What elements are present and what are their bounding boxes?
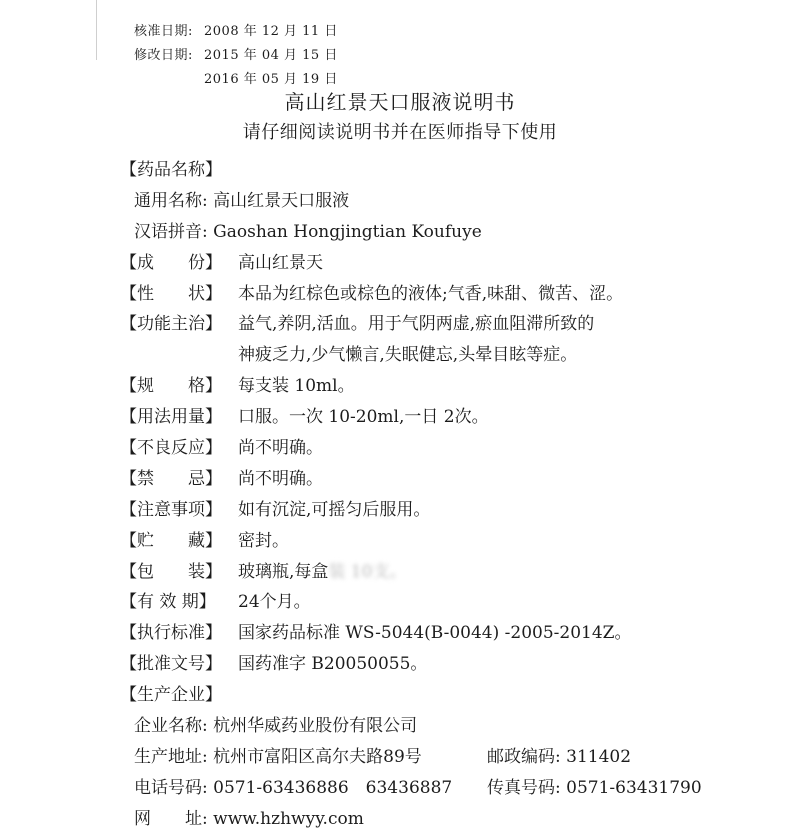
company-name: 杭州华威药业股份有限公司: [213, 716, 418, 737]
phone: 0571-63436886 63436887: [213, 777, 453, 798]
indications-row: [120, 309, 760, 340]
manufacturer-block: [120, 711, 760, 835]
character: 本品为红棕色或棕色的液体;气香,味甜、微苦、涩。: [238, 283, 624, 304]
fax-label: 传真号码:: [487, 777, 561, 798]
postcode-group: [487, 742, 631, 773]
storage-row: [120, 526, 760, 557]
approval-date-label: 核准日期:: [134, 24, 193, 39]
validity: 24个月。: [238, 592, 311, 613]
indications-row-2: [120, 340, 760, 371]
revision-date-row: [134, 44, 338, 68]
indications-line-2: 神疲乏力,少气懒言,失眠健忘,头晕目眩等症。: [238, 345, 578, 366]
generic-name-row: [120, 186, 760, 217]
contraindications-row: [120, 464, 760, 495]
standard-row: [120, 618, 760, 649]
validity-label: 【有 效 期】: [120, 592, 216, 613]
approval-number-row: [120, 649, 760, 680]
adverse-row: [120, 433, 760, 464]
document-title: 高山红景天口服液说明书: [284, 90, 516, 114]
manufacturer-header: 【生产企业】: [120, 685, 222, 706]
dosage-label: 【用法用量】: [120, 407, 222, 428]
generic-name-label: 通用名称:: [134, 190, 208, 211]
company-name-row: [120, 711, 760, 742]
character-row: [120, 279, 760, 310]
generic-name: 高山红景天口服液: [213, 190, 350, 211]
fax-group: [487, 773, 702, 804]
spec-row: [120, 371, 760, 402]
standard-label: 【执行标准】: [120, 623, 222, 644]
indications-line-1: 益气,养阴,活血。用于气阴两虚,瘀血阻滞所致的: [238, 314, 595, 335]
revision-date-1: 2015 年 04 月 15 日: [204, 48, 338, 63]
dosage-row: [120, 402, 760, 433]
dosage: 口服。一次 10-20ml,一日 2次。: [238, 407, 489, 428]
package-row: [120, 557, 760, 588]
spec: 每支装 10ml。: [238, 376, 355, 397]
adverse: 尚不明确。: [238, 438, 323, 459]
revision-date-2: 2016 年 05 月 19 日: [204, 72, 338, 87]
website: www.hzhwyy.com: [213, 808, 364, 829]
ingredients-row: [120, 248, 760, 279]
leaflet-body: [120, 155, 760, 835]
standard: 国家药品标准 WS-5044(B-0044) -2005-2014Z。: [238, 623, 632, 644]
package-label: 【包 装】: [120, 561, 222, 582]
ingredients: 高山红景天: [238, 252, 323, 273]
storage-label: 【贮 藏】: [120, 530, 222, 551]
storage: 密封。: [238, 530, 289, 551]
document-subtitle: 请仔细阅读说明书并在医师指导下使用: [242, 122, 558, 143]
approval-number: 国药准字 B20050055。: [238, 654, 428, 675]
contraindications-label: 【禁 忌】: [120, 468, 222, 489]
website-label: 网 址:: [134, 808, 208, 829]
address: 杭州市富阳区高尔夫路89号: [213, 746, 422, 767]
indications-label: 【功能主治】: [120, 314, 222, 335]
revision-date-label: 修改日期:: [134, 48, 193, 63]
approval-date: 2008 年 12 月 11 日: [204, 24, 338, 39]
drug-name-header: 【药品名称】: [120, 160, 222, 180]
approval-date-row: [134, 20, 338, 44]
fax: 0571-63431790: [566, 777, 702, 798]
address-row: [120, 742, 760, 773]
page-edge-line: [96, 0, 97, 60]
package: 玻璃瓶,每盒: [238, 561, 329, 582]
pinyin: Gaoshan Hongjingtian Koufuye: [213, 221, 482, 242]
approval-number-label: 【批准文号】: [120, 654, 222, 675]
ingredients-label: 【成 份】: [120, 252, 222, 273]
pinyin-label: 汉语拼音:: [134, 221, 208, 242]
pinyin-row: [120, 217, 760, 248]
contraindications: 尚不明确。: [238, 468, 323, 489]
postcode-label: 邮政编码:: [487, 746, 561, 767]
website-row: [120, 804, 760, 835]
precautions-row: [120, 495, 760, 526]
validity-row: [120, 587, 760, 618]
phone-row: [120, 773, 760, 804]
adverse-label: 【不良反应】: [120, 438, 222, 459]
address-label: 生产地址:: [134, 746, 208, 767]
precautions: 如有沉淀,可摇匀后服用。: [238, 499, 431, 520]
package-blurred: 装 10支。: [328, 561, 407, 582]
phone-label: 电话号码:: [134, 777, 208, 798]
spec-label: 【规 格】: [120, 376, 222, 397]
date-block: [134, 20, 338, 92]
postcode: 311402: [566, 746, 632, 767]
character-label: 【性 状】: [120, 283, 222, 304]
company-name-label: 企业名称:: [134, 716, 208, 737]
precautions-label: 【注意事项】: [120, 499, 222, 520]
